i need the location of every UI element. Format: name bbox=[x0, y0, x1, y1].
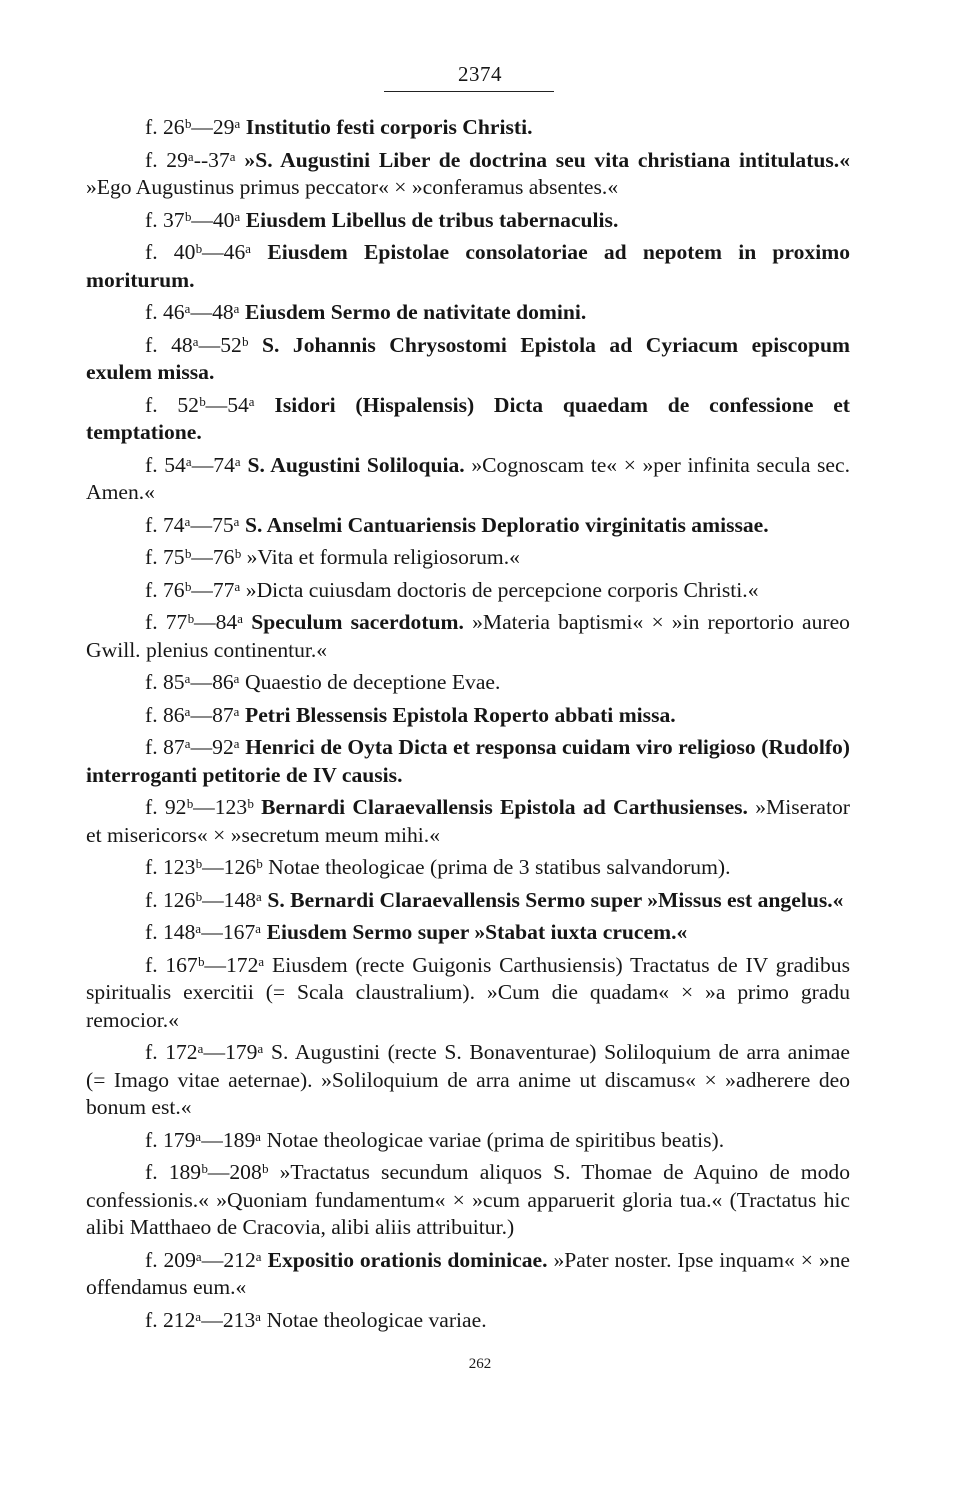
catalog-entry: f. 209ᵃ—212ᵃ Expositio orationis dominicae. »Pater noster. Ipse inquam« × »ne offendamus eum.« bbox=[86, 1247, 850, 1299]
entry-title: S. Johannis Chrysostomi Epistola ad Cyriacum episcopum exulem missa. bbox=[86, 332, 850, 384]
folio-range: 76ᵇ—77ᵃ bbox=[163, 577, 241, 602]
entry-text: Notae theologicae variae (prima de spiritibus beatis). bbox=[266, 1127, 725, 1152]
catalog-entry: f. 75ᵇ—76ᵇ »Vita et formula religiosorum.« bbox=[145, 545, 520, 569]
catalog-entry: f. 46ᵃ—48ᵃ Eiusdem Sermo de nativitate domini. bbox=[145, 300, 587, 324]
entry-title: Isidori (Hispalensis) Dicta quaedam de confessione et temptatione. bbox=[86, 392, 850, 444]
folio-range: 52ᵇ—54ᵃ bbox=[177, 392, 255, 417]
catalog-entry: f. 86ᵃ—87ᵃ Petri Blessensis Epistola Roperto abbati missa. bbox=[145, 702, 676, 727]
entry-text: »Materia baptismi« × »in reportorio aureo Gwill. plenius continentur.« bbox=[86, 610, 850, 662]
folio-range: 75ᵇ—76ᵇ bbox=[163, 545, 242, 569]
entry-text: »Tractatus secundum aliquos S. Thomae de Aquino de modo confessionis.« »Quoniam fundamentum« × »cum apparuerit gloria tua.« (Tractatus hic alibi Matthaeo de Cracovia, alibi aliis attribuitur.) bbox=[86, 1160, 850, 1239]
folio-range: 123ᵇ—126ᵇ bbox=[163, 855, 263, 879]
page-number: 2374 bbox=[458, 62, 502, 86]
entry-title: Henrici de Oyta Dicta et responsa cuidam viro religioso (Rudolfo) interroganti petitorie de IV causis. bbox=[86, 735, 850, 787]
catalog-entry: f. 87ᵃ—92ᵃ Henrici de Oyta Dicta et responsa cuidam viro religioso (Rudolfo) interroganti petitorie de IV causis. bbox=[86, 735, 850, 787]
catalog-entry: f. 189ᵇ—208ᵇ »Tractatus secundum aliquos S. Thomae de Aquino de modo confessionis.« »Quoniam fundamentum« × »cum apparuerit gloria tua.« (Tractatus hic alibi Matthaeo de Cracovia, alibi aliis attribuitur.) bbox=[86, 1160, 850, 1239]
folio-range: 209ᵃ—212ᵃ bbox=[163, 1247, 262, 1272]
entry-text: »Ego Augustinus primus peccator« × »conferamus absentes.« bbox=[86, 175, 619, 199]
folio-range: 40ᵇ—46ᵃ bbox=[173, 240, 252, 264]
catalog-entry: f. 76ᵇ—77ᵃ »Dicta cuiusdam doctoris de percepcione corporis Christi.« bbox=[145, 577, 759, 602]
catalog-entry: f. 29ᵃ--37ᵃ »S. Augustini Liber de doctrina seu vita christiana intitulatus.« »Ego Augustinus primus peccator« × »conferamus absentes.« bbox=[86, 147, 850, 199]
entry-text: Notae theologicae variae. bbox=[266, 1307, 487, 1332]
catalog-entry: f. 48ᵃ—52ᵇ S. Johannis Chrysostomi Epistola ad Cyriacum episcopum exulem missa. bbox=[86, 332, 850, 384]
entry-text: »Dicta cuiusdam doctoris de percepcione corporis Christi.« bbox=[245, 577, 759, 602]
entry-title: Bernardi Claraevallensis Epistola ad Carthusienses. bbox=[261, 795, 748, 819]
catalog-entry: f. 92ᵇ—123ᵇ Bernardi Claraevallensis Epistola ad Carthusienses. »Miserator et misericors« × »secretum meum mihi.« bbox=[86, 795, 850, 847]
folio-range: 189ᵇ—208ᵇ bbox=[168, 1160, 269, 1184]
folio-range: 77ᵇ—84ᵃ bbox=[165, 610, 244, 634]
entry-title: Eiusdem Epistolae consolatoriae ad nepotem in proximo moriturum. bbox=[86, 240, 850, 292]
catalog-entry: f. 167ᵇ—172ᵃ Eiusdem (recte Guigonis Carthusiensis) Tractatus de IV gradibus spiritualis exercitii (= Scala claustralium). »Cum die quadam« × »a primo gradu remocior.« bbox=[86, 952, 850, 1032]
folio-range: 86ᵃ—87ᵃ bbox=[163, 702, 240, 727]
folio-range: 54ᵃ—74ᵃ bbox=[164, 452, 241, 477]
entry-text: »Miserator et misericors« × »secretum meum mihi.« bbox=[86, 795, 850, 847]
catalog-entry: f. 123ᵇ—126ᵇ Notae theologicae (prima de 3 statibus salvandorum). bbox=[145, 855, 731, 879]
entry-title: »S. Augustini Liber de doctrina seu vita christiana intitulatus.« bbox=[244, 147, 850, 172]
folio-range: 179ᵃ—189ᵃ bbox=[163, 1127, 262, 1152]
catalog-entry: f. 172ᵃ—179ᵃ S. Augustini (recte S. Bonaventurae) Soliloquium de arra animae (= Imago vitae aeternae). »Soliloquium de arra anime ut discamus« × »adherere deo bonum est.« bbox=[86, 1040, 850, 1119]
catalog-entry: f. 26ᵇ—29ᵃ Institutio festi corporis Christi. bbox=[145, 115, 533, 139]
entry-text: Notae theologicae (prima de 3 statibus salvandorum). bbox=[268, 855, 731, 879]
catalog-entry: f. 74ᵃ—75ᵃ S. Anselmi Cantuariensis Deploratio virginitatis amissae. bbox=[145, 512, 769, 537]
footer-page-number: 262 bbox=[468, 1356, 492, 1372]
header-rule bbox=[384, 91, 554, 92]
entry-text: S. Augustini (recte S. Bonaventurae) Soliloquium de arra animae (= Imago vitae aeternae). »Soliloquium de arra anime ut discamus« × »adherere deo bonum est.« bbox=[86, 1040, 850, 1119]
catalog-entry: f. 54ᵃ—74ᵃ S. Augustini Soliloquia. »Cognoscam te« × »per infinita secula sec. Amen.« bbox=[86, 452, 851, 504]
entry-title: Eiusdem Sermo de nativitate domini. bbox=[245, 300, 587, 324]
catalog-entry: f. 52ᵇ—54ᵃ Isidori (Hispalensis) Dicta quaedam de confessione et temptatione. bbox=[86, 392, 850, 444]
folio-range: 87ᵃ—92ᵃ bbox=[163, 735, 240, 759]
entry-title: Petri Blessensis Epistola Roperto abbati missa. bbox=[245, 702, 676, 727]
entry-title: S. Bernardi Claraevallensis Sermo super »Missus est angelus.« bbox=[267, 887, 844, 912]
folio-range: 46ᵃ—48ᵃ bbox=[163, 300, 240, 324]
catalog-entries bbox=[86, 114, 850, 1339]
entry-title: S. Augustini Soliloquia. bbox=[247, 452, 465, 477]
folio-range: 29ᵃ--37ᵃ bbox=[166, 147, 236, 172]
entry-title: Eiusdem Sermo super »Stabat iuxta crucem.« bbox=[266, 920, 688, 944]
folio-range: 92ᵇ—123ᵇ bbox=[164, 795, 254, 819]
folio-range: 212ᵃ—213ᵃ bbox=[163, 1307, 262, 1332]
entry-title: Speculum sacerdotum. bbox=[251, 610, 464, 634]
folio-range: 26ᵇ—29ᵃ bbox=[163, 115, 241, 139]
folio-range: 48ᵃ—52ᵇ bbox=[171, 332, 249, 357]
entry-title: S. Anselmi Cantuariensis Deploratio virginitatis amissae. bbox=[245, 512, 769, 537]
catalog-entry: f. 77ᵇ—84ᵃ Speculum sacerdotum. »Materia baptismi« × »in reportorio aureo Gwill. plenius continentur.« bbox=[86, 610, 850, 662]
catalog-entry: f. 126ᵇ—148ᵃ S. Bernardi Claraevallensis Sermo super »Missus est angelus.« bbox=[145, 887, 844, 912]
catalog-entry: f. 37ᵇ—40ᵃ Eiusdem Libellus de tribus tabernaculis. bbox=[145, 207, 619, 232]
entry-title: Institutio festi corporis Christi. bbox=[245, 115, 533, 139]
folio-range: 37ᵇ—40ᵃ bbox=[163, 207, 241, 232]
catalog-entry: f. 40ᵇ—46ᵃ Eiusdem Epistolae consolatoriae ad nepotem in proximo moriturum. bbox=[86, 240, 850, 292]
catalog-entry: f. 212ᵃ—213ᵃ Notae theologicae variae. bbox=[145, 1307, 487, 1332]
folio-range: 167ᵇ—172ᵃ bbox=[165, 952, 265, 977]
folio-range: 74ᵃ—75ᵃ bbox=[163, 512, 240, 537]
entry-title: Eiusdem Libellus de tribus tabernaculis. bbox=[245, 207, 619, 232]
entry-text: Quaestio de deceptione Evae. bbox=[245, 670, 501, 694]
folio-range: 126ᵇ—148ᵃ bbox=[163, 887, 262, 912]
entry-text: »Pater noster. Ipse inquam« × »ne offendamus eum.« bbox=[86, 1247, 850, 1299]
catalog-entry: f. 85ᵃ—86ᵃ Quaestio de deceptione Evae. bbox=[145, 670, 501, 694]
folio-range: 172ᵃ—179ᵃ bbox=[165, 1040, 264, 1064]
entry-text: Eiusdem (recte Guigonis Carthusiensis) Tractatus de IV gradibus spiritualis exercitii (= Scala claustralium). »Cum die quadam« × »a primo gradu remocior.« bbox=[86, 952, 850, 1032]
folio-range: 85ᵃ—86ᵃ bbox=[163, 670, 240, 694]
entry-text: »Vita et formula religiosorum.« bbox=[246, 545, 520, 569]
catalog-entry: f. 179ᵃ—189ᵃ Notae theologicae variae (prima de spiritibus beatis). bbox=[145, 1127, 725, 1152]
folio-range: 148ᵃ—167ᵃ bbox=[163, 920, 262, 944]
entry-title: Expositio orationis dominicae. bbox=[267, 1247, 548, 1272]
entry-text: »Cognoscam te« × »per infinita secula sec. Amen.« bbox=[86, 452, 851, 504]
catalog-entry: f. 148ᵃ—167ᵃ Eiusdem Sermo super »Stabat iuxta crucem.« bbox=[145, 920, 688, 944]
